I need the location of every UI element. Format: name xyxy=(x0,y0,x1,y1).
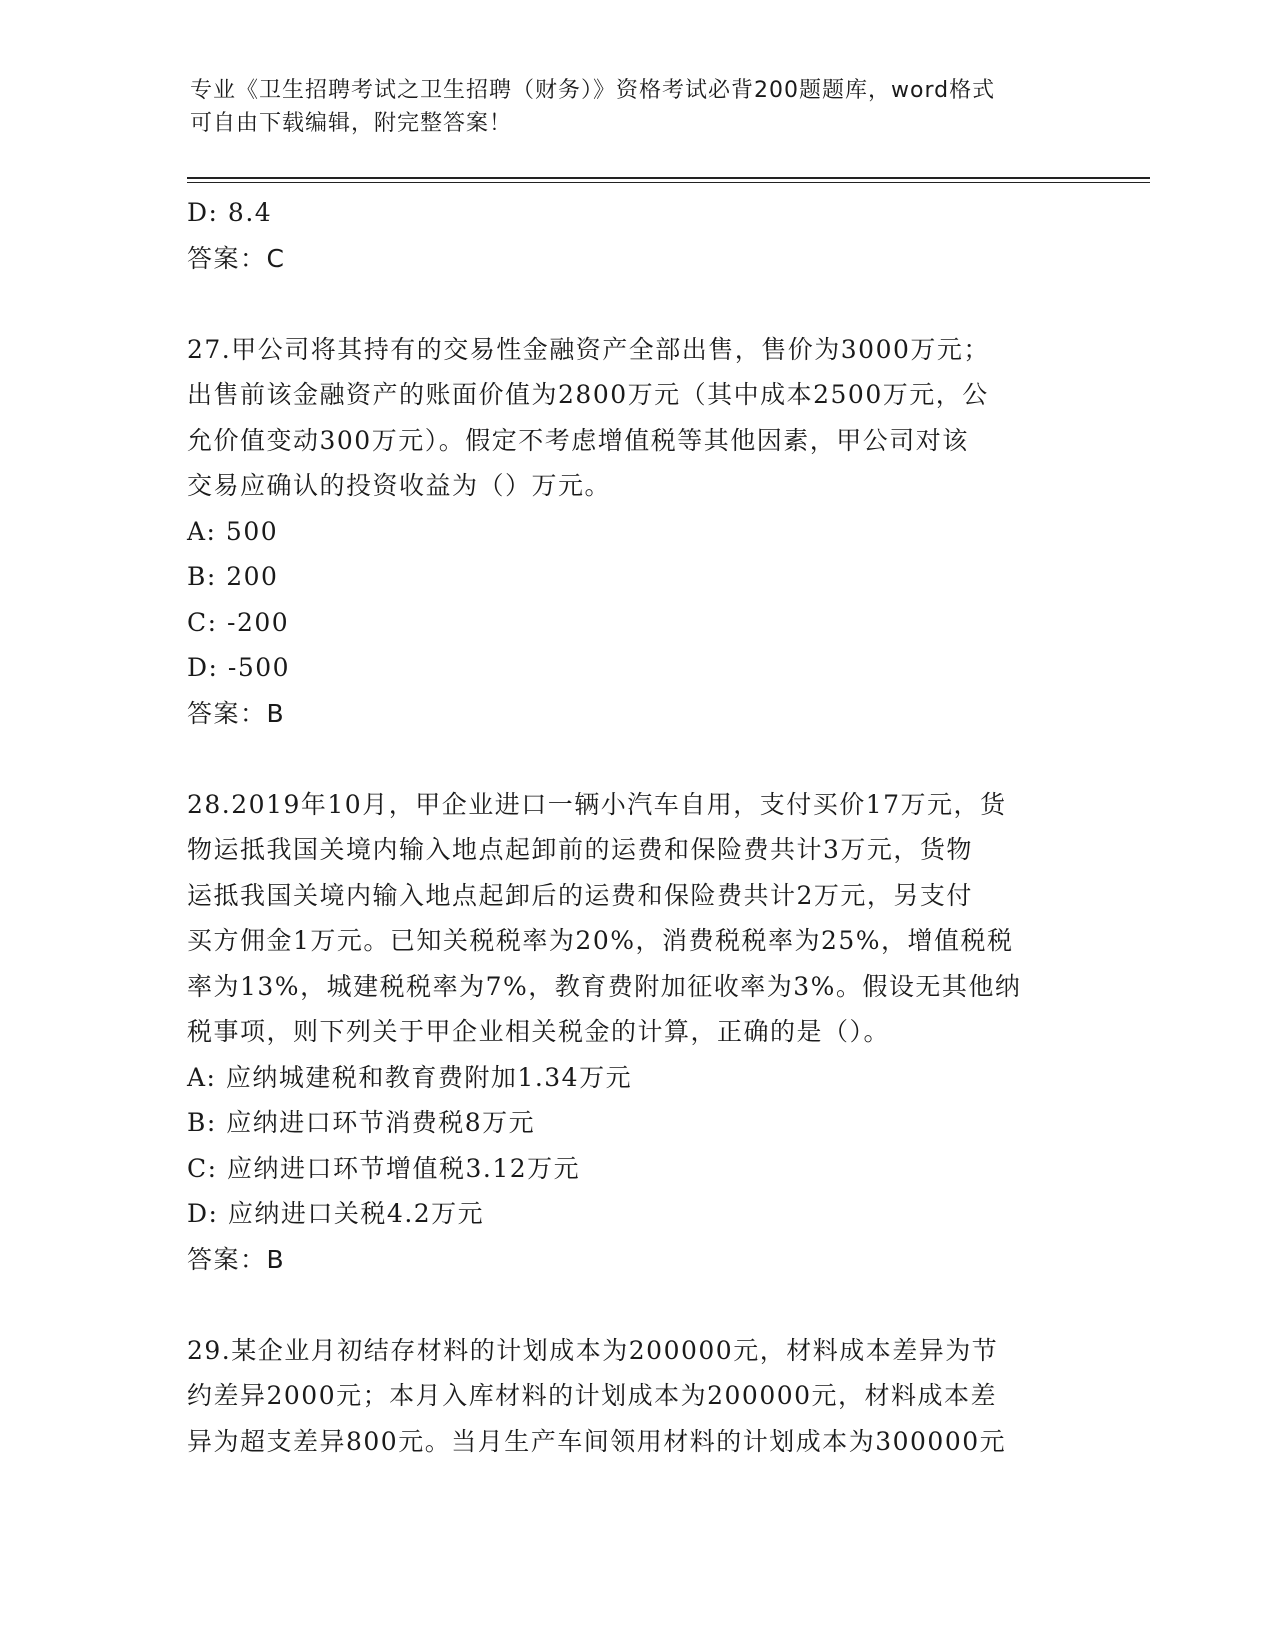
header-divider-thick xyxy=(187,177,1150,179)
answer-line: 答案：B xyxy=(187,698,286,728)
header-line-1: 专业《卫生招聘考试之卫生招聘（财务）》资格考试必背200题题库，word格式 xyxy=(190,78,996,103)
question-29 xyxy=(187,1328,1087,1465)
option-d: D: 8.4 xyxy=(187,198,273,227)
document-header xyxy=(190,74,1070,140)
question-text-line: 约差异2000元；本月入库材料的计划成本为200000元，材料成本差 xyxy=(187,1381,998,1410)
question-28 xyxy=(187,782,1087,1283)
option-d: D: 应纳进口关税4.2万元 xyxy=(187,1199,485,1228)
option-c: C: 应纳进口环节增值税3.12万元 xyxy=(187,1153,581,1183)
spacer xyxy=(187,281,1087,327)
question-text-line: 买方佣金1万元。已知关税税率为20%，消费税税率为25%，增值税税 xyxy=(187,926,1014,955)
question-text-line: 出售前该金融资产的账面价值为2800万元（其中成本2500万元，公 xyxy=(187,380,989,409)
answer-line: 答案：C xyxy=(187,243,286,273)
question-27 xyxy=(187,327,1087,737)
option-a: A: 应纳城建税和教育费附加1.34万元 xyxy=(187,1062,633,1092)
question-text-line: 28.2019年10月，甲企业进口一辆小汽车自用，支付买价17万元，货 xyxy=(187,789,1007,819)
option-a: A: 500 xyxy=(187,516,279,546)
question-text-line: 允价值变动300万元）。假定不考虑增值税等其他因素，甲公司对该 xyxy=(187,425,969,455)
option-c: C: -200 xyxy=(187,607,290,637)
question-text-line: 29.某企业月初结存材料的计划成本为200000元，材料成本差异为节 xyxy=(187,1335,999,1365)
question-text-line: 27.甲公司将其持有的交易性金融资产全部出售，售价为3000万元； xyxy=(187,334,990,364)
option-b: B: 200 xyxy=(187,562,279,591)
option-b: B: 应纳进口环节消费税8万元 xyxy=(187,1108,536,1137)
question-text-line: 税事项，则下列关于甲企业相关税金的计算，正确的是（）。 xyxy=(187,1017,891,1046)
spacer xyxy=(187,1282,1087,1328)
document-body xyxy=(187,190,1087,1464)
question-text-line: 交易应确认的投资收益为（）万元。 xyxy=(187,471,612,500)
answer-line: 答案：B xyxy=(187,1244,286,1274)
question-text-line: 异为超支差异800元。当月生产车间领用材料的计划成本为300000元 xyxy=(187,1426,1007,1456)
header-divider-thin xyxy=(187,182,1150,183)
option-d: D: -500 xyxy=(187,653,291,682)
spacer xyxy=(187,736,1087,782)
question-text-line: 运抵我国关境内输入地点起卸后的运费和保险费共计2万元，另支付 xyxy=(187,880,973,910)
question-text-line: 物运抵我国关境内输入地点起卸前的运费和保险费共计3万元，货物 xyxy=(187,835,973,864)
header-line-2: 可自由下载编辑，附完整答案！ xyxy=(190,111,513,136)
question-text-line: 率为13%，城建税税率为7%，教育费附加征收率为3%。假设无其他纳 xyxy=(187,971,1022,1001)
previous-question-tail xyxy=(187,190,1087,281)
